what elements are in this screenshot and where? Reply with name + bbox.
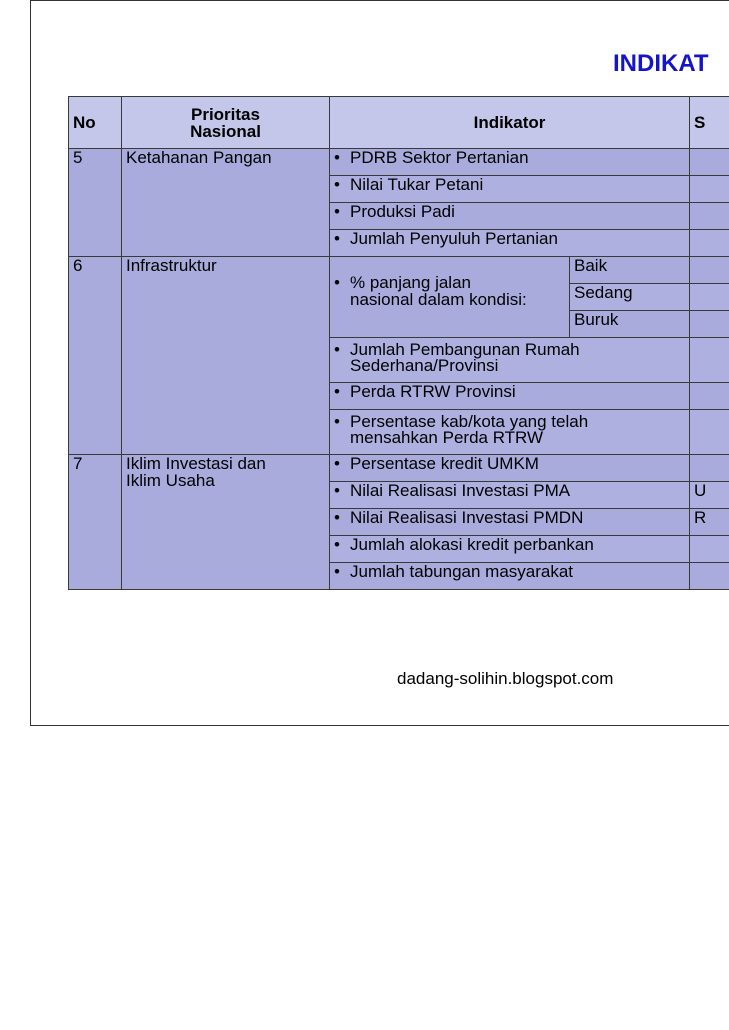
row-priority: Iklim Investasi dan Iklim Usaha: [122, 455, 330, 590]
header-prioritas-line1: Prioritas: [191, 104, 260, 124]
row-number: 5: [69, 149, 122, 257]
condition-sedang: Sedang: [570, 284, 690, 311]
header-prioritas: [122, 97, 330, 149]
condition-buruk: Buruk: [570, 311, 690, 338]
indicator-cell: • Nilai Tukar Petani: [330, 176, 690, 203]
s-cell: [690, 230, 729, 257]
indicator-cell-jalan: • % panjang jalan nasional dalam kondisi:: [330, 257, 570, 338]
indicator-cell: • Produksi Padi: [330, 203, 690, 230]
s-cell: [690, 176, 729, 203]
s-cell: [690, 338, 729, 383]
indicator-cell: • Nilai Realisasi Investasi PMDN: [330, 509, 690, 536]
s-cell: [690, 536, 729, 563]
indicator-cell: • Persentase kredit UMKM: [330, 455, 690, 482]
table-row: [69, 149, 729, 176]
s-cell: U: [690, 482, 729, 509]
table-header-row: [69, 97, 729, 149]
indicator-cell: • Perda RTRW Provinsi: [330, 383, 690, 410]
s-cell: [690, 383, 729, 410]
s-cell: [690, 149, 729, 176]
s-cell: [690, 410, 729, 455]
table-row: [69, 257, 729, 284]
s-cell: [690, 284, 729, 311]
indicator-cell: • Persentase kab/kota yang telah mensahkan Perda RTRW: [330, 410, 690, 455]
header-prioritas-line2: Nasional: [190, 121, 261, 141]
s-cell: [690, 257, 729, 284]
footer-url: dadang-solihin.blogspot.com: [397, 669, 614, 688]
slide: [30, 0, 729, 726]
row-number: 6: [69, 257, 122, 455]
slide-title: INDIKAT: [613, 50, 709, 77]
indicator-table: [68, 96, 729, 590]
s-cell: [690, 455, 729, 482]
indicator-cell: • PDRB Sektor Pertanian: [330, 149, 690, 176]
s-cell: [690, 563, 729, 590]
row-number: 7: [69, 455, 122, 590]
header-s: S: [690, 97, 729, 149]
row-priority: Infrastruktur: [122, 257, 330, 455]
table-row: [69, 455, 729, 482]
row-priority: Ketahanan Pangan: [122, 149, 330, 257]
indicator-cell: • Jumlah Pembangunan Rumah Sederhana/Provinsi: [330, 338, 690, 383]
s-cell: R: [690, 509, 729, 536]
indicator-cell: • Jumlah tabungan masyarakat: [330, 563, 690, 590]
s-cell: [690, 203, 729, 230]
s-cell: [690, 311, 729, 338]
condition-baik: Baik: [570, 257, 690, 284]
header-indikator: Indikator: [330, 97, 690, 149]
indicator-cell: • Jumlah alokasi kredit perbankan: [330, 536, 690, 563]
indicator-cell: • Nilai Realisasi Investasi PMA: [330, 482, 690, 509]
header-no: No: [69, 97, 122, 149]
indicator-cell: • Jumlah Penyuluh Pertanian: [330, 230, 690, 257]
